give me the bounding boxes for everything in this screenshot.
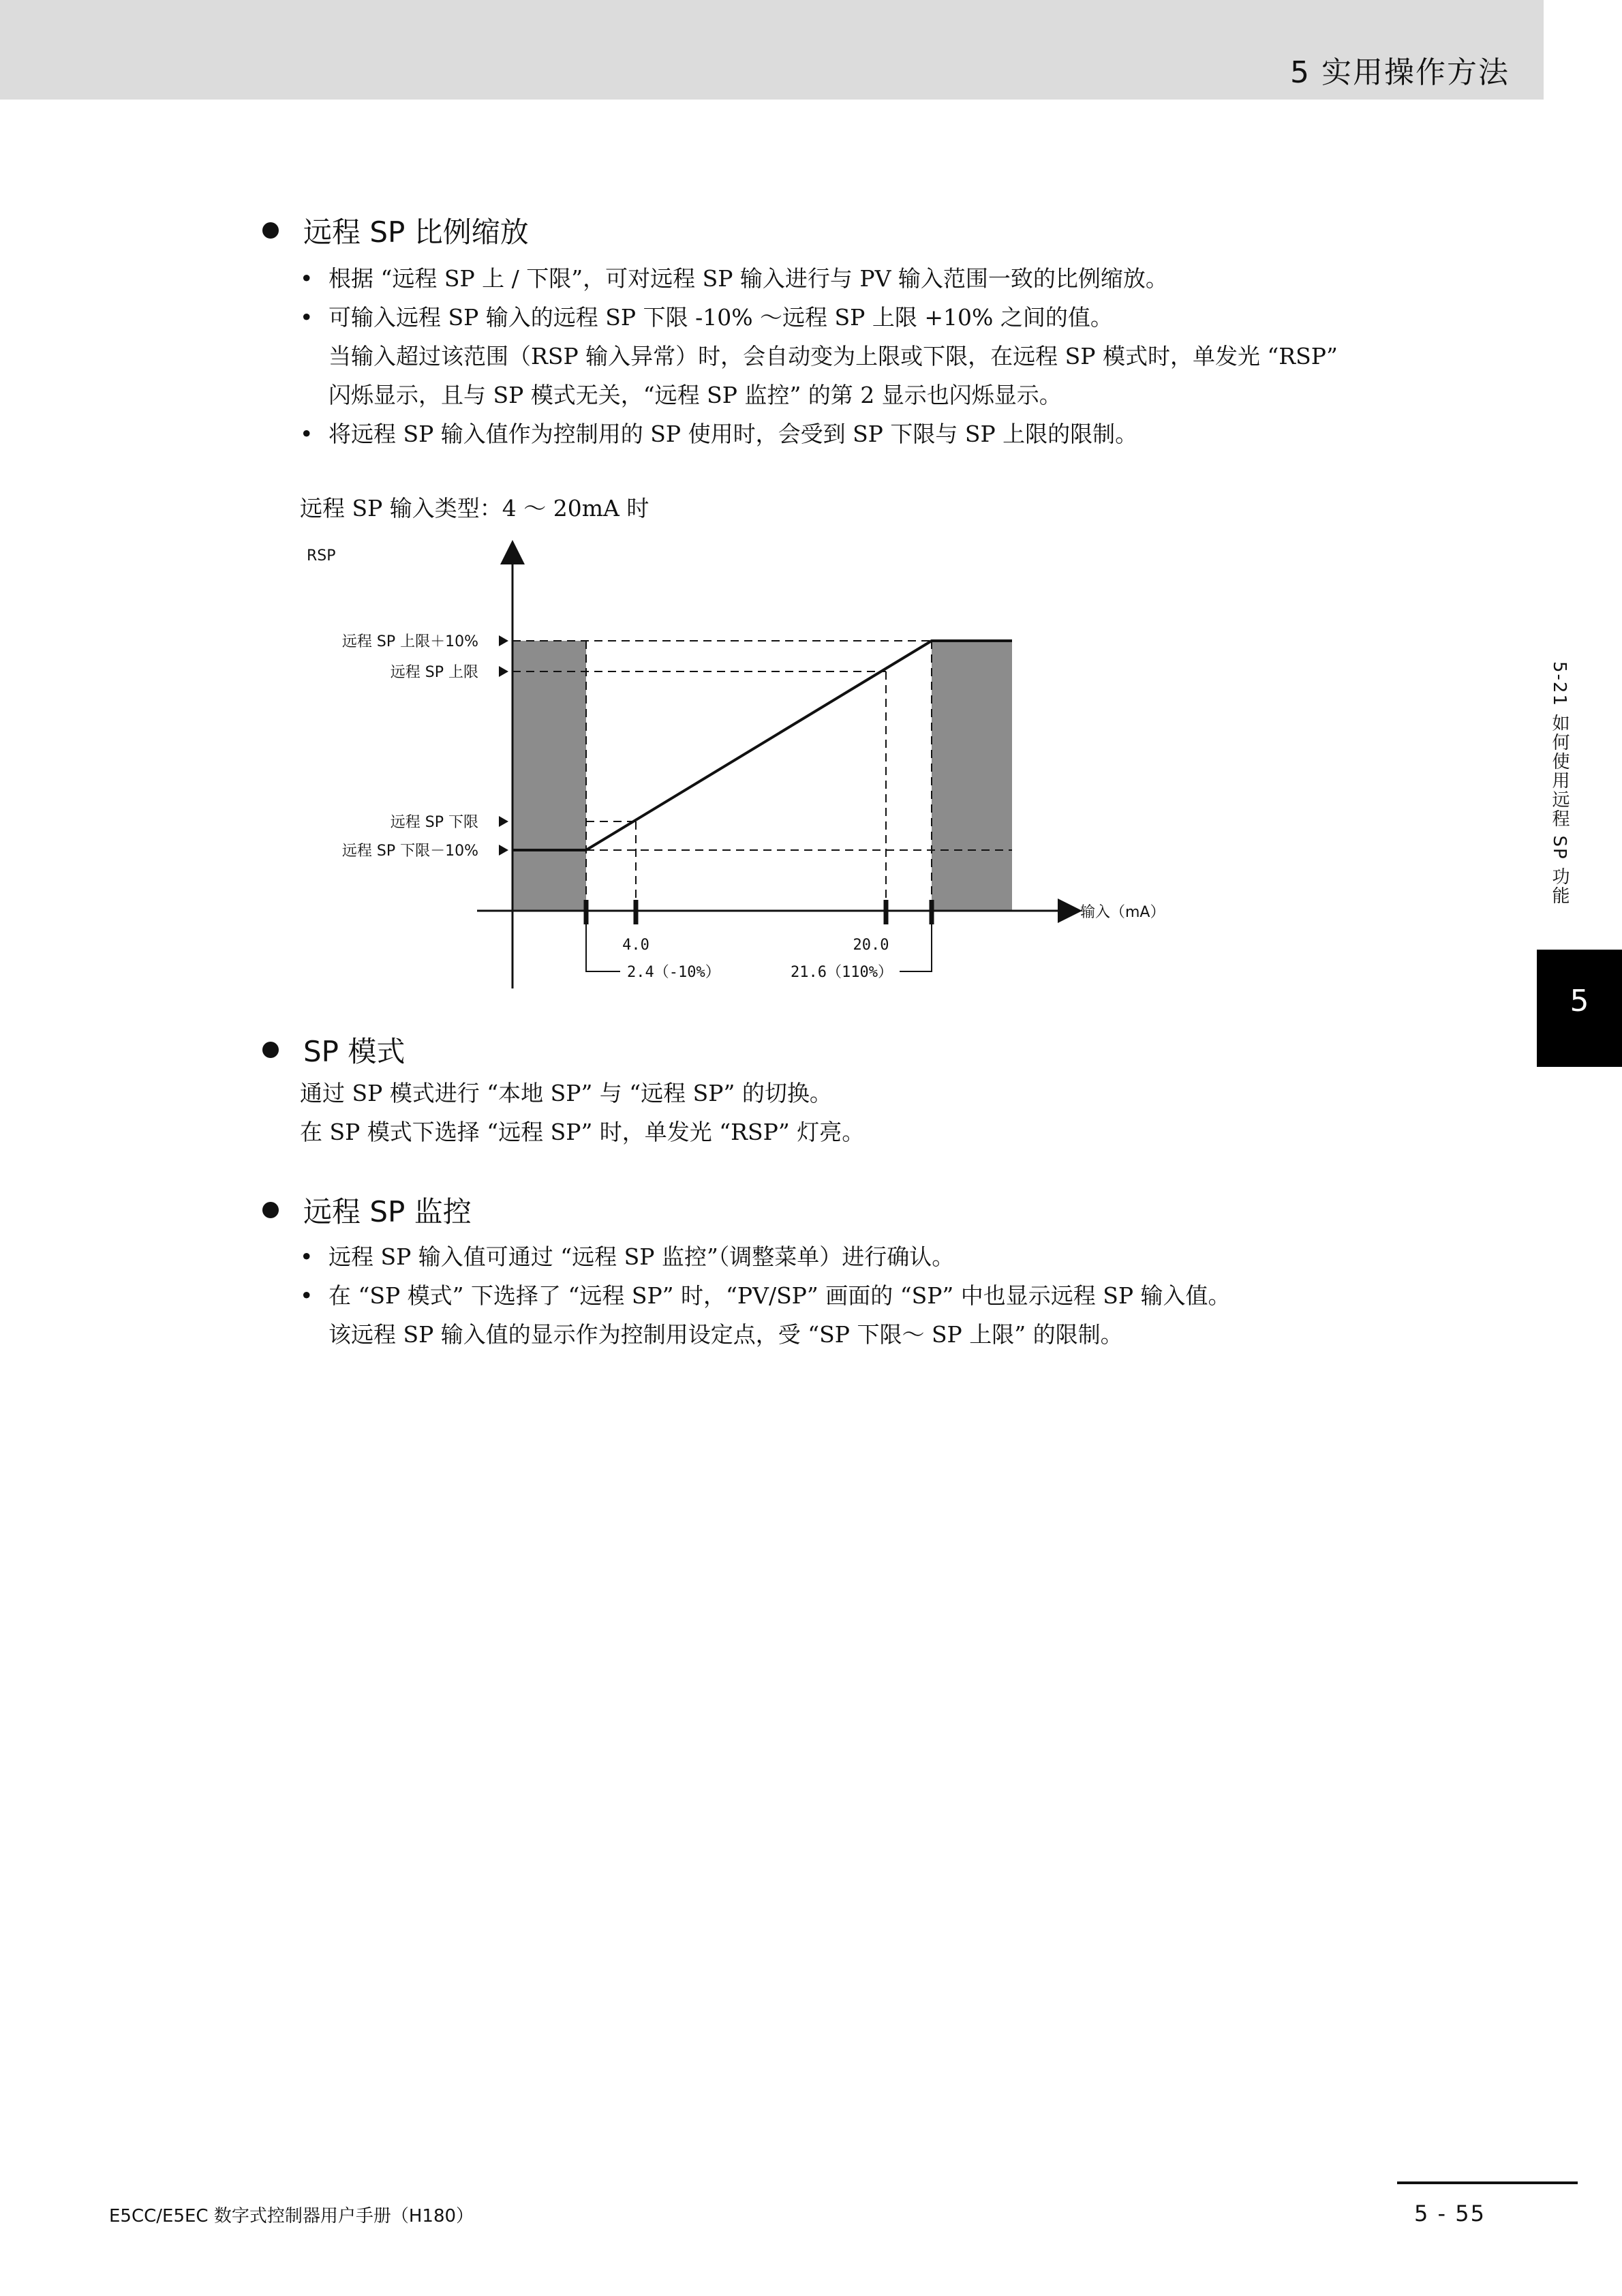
footer-rule [1397, 2181, 1578, 2184]
bullet-dot-icon [262, 222, 279, 239]
list-item: • 在 “SP 模式” 下选择了 “远程 SP” 时，“PV/SP” 画面的 “SP” 中也显示远程 SP 输入值。 [300, 1276, 1527, 1315]
side-section-label: 5-21 如何使用远程 SP 功能 [1549, 661, 1570, 905]
list-item-continuation: 当输入超过该范围（RSP 输入异常）时，会自动变为上限或下限，在远程 SP 模式时，单发光 “RSP” [328, 343, 1338, 369]
x-tick-label-4: 4.0 [622, 937, 649, 954]
y-label-arrow-icons [499, 635, 508, 856]
bullet-icon: • [300, 304, 313, 331]
list-item-continuation: 闪烁显示，且与 SP 模式无关，“远程 SP 监控” 的第 2 显示也闪烁显示。 [328, 382, 1062, 408]
y-label-lower: 远程 SP 下限 [390, 814, 478, 831]
chapter-tab[interactable] [1537, 950, 1622, 1067]
list-item: • 可输入远程 SP 输入的远程 SP 下限 -10% ～远程 SP 上限 +10% 之间的值。 [300, 298, 1527, 337]
bracket-high [900, 924, 932, 971]
section2-body [300, 1074, 1527, 1151]
y-axis-label: RSP [307, 547, 336, 564]
list-item: • 将远程 SP 输入值作为控制用的 SP 使用时，会受到 SP 下限与 SP 上限的限制。 [300, 414, 1527, 453]
y-label-upper: 远程 SP 上限 [390, 664, 478, 681]
chart-caption: 远程 SP 输入类型：4 ～ 20mA 时 [300, 495, 649, 522]
section-heading-text: SP 模式 [303, 1035, 406, 1068]
section-heading-sp-mode [262, 1029, 405, 1070]
x-sub-label-high: 21.6（110%） [791, 964, 893, 981]
bracket-low [586, 924, 620, 971]
manual-title: E5CC/E5EC 数字式控制器用户手册（H180） [109, 2206, 474, 2226]
bullet-icon: • [300, 1282, 313, 1309]
section-heading-text: 远程 SP 监控 [303, 1195, 472, 1228]
page-number: 5 - 55 [1414, 2201, 1486, 2226]
bullet-dot-icon [262, 1202, 279, 1218]
y-label-lower-minus10: 远程 SP 下限－10% [341, 843, 478, 860]
chapter-title: 5 实用操作方法 [1290, 55, 1510, 90]
bullet-dot-icon [262, 1042, 279, 1058]
section-heading-remote-sp-scaling [262, 210, 529, 251]
bullet-icon: • [300, 265, 313, 292]
section1-body [300, 259, 1527, 528]
section-heading-remote-sp-monitor [262, 1190, 472, 1230]
list-item: • 根据 “远程 SP 上 / 下限”，可对远程 SP 输入进行与 PV 输入范围一致的比例缩放。 [300, 259, 1527, 298]
section3-body [300, 1237, 1527, 1354]
list-item: • 远程 SP 输入值可通过 “远程 SP 监控”（调整菜单）进行确认。 [300, 1237, 1527, 1276]
y-label-upper-plus10: 远程 SP 上限＋10% [341, 633, 478, 650]
remote-sp-scaling-chart [300, 539, 1199, 988]
shaded-region-high [932, 641, 1012, 911]
list-item-continuation: 该远程 SP 输入值的显示作为控制用设定点，受 “SP 下限～ SP 上限” 的限制。 [328, 1321, 1123, 1348]
section-heading-text: 远程 SP 比例缩放 [303, 215, 529, 249]
x-axis-label: 输入（mA） [1080, 904, 1165, 921]
chapter-tab-number: 5 [1570, 984, 1589, 1018]
x-tick-label-20: 20.0 [853, 937, 889, 954]
y-level-labels [342, 633, 478, 860]
x-sub-label-low: 2.4（-10%） [627, 964, 720, 981]
paragraph-line: 在 SP 模式下选择 “远程 SP” 时，单发光 “RSP” 灯亮。 [300, 1119, 865, 1145]
paragraph-line: 通过 SP 模式进行 “本地 SP” 与 “远程 SP” 的切换。 [300, 1080, 832, 1106]
bullet-icon: • [300, 421, 313, 447]
x-tick-marks [586, 900, 932, 924]
bullet-icon: • [300, 1243, 313, 1270]
shaded-region-low [512, 641, 586, 911]
